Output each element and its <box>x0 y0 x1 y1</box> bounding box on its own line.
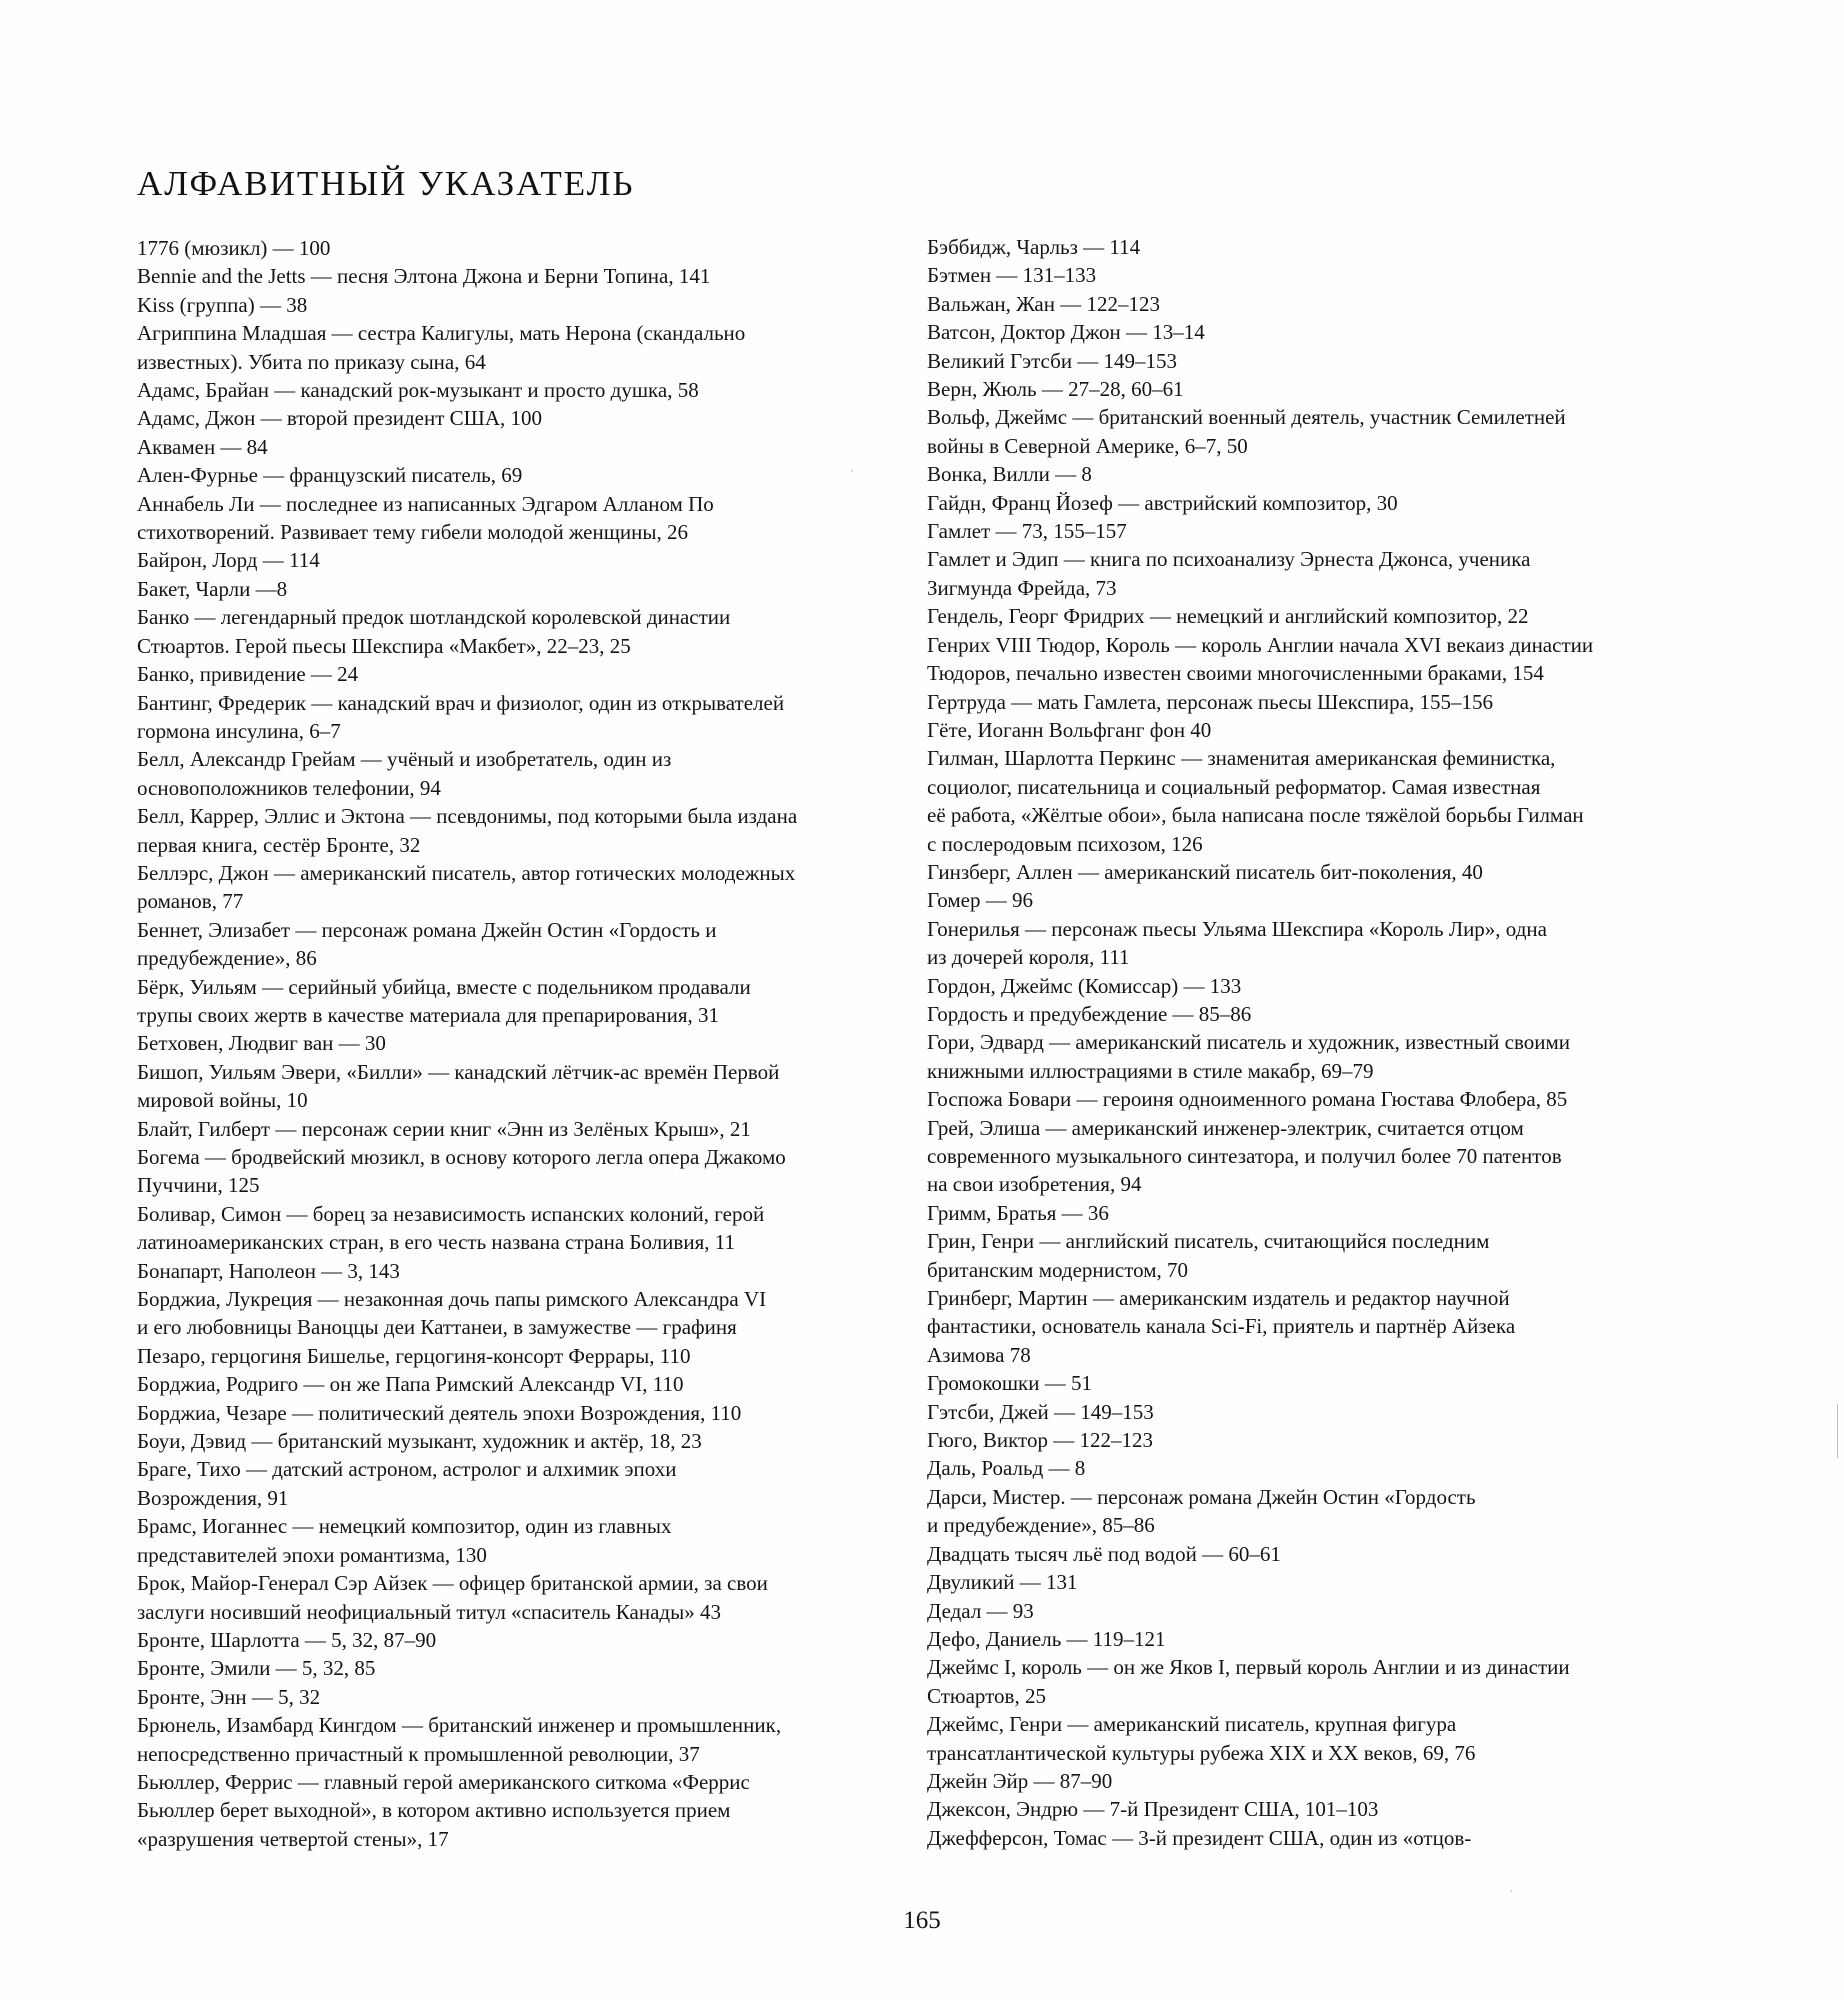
index-entry-line: Гримм, Братья — 36 <box>927 1200 1109 1225</box>
index-entry-line: латиноамериканских стран, в его честь названа страна Боливия, 11 <box>137 1230 735 1255</box>
index-entry <box>927 460 1697 488</box>
index-entry <box>927 545 1697 602</box>
index-entry-line: трансатлантической культуры рубежа XIX и XX веков, 69, 76 <box>927 1740 1476 1765</box>
index-entry <box>137 1683 907 1711</box>
index-entry <box>927 347 1697 375</box>
index-entry <box>927 1085 1697 1113</box>
index-entry-line: Агриппина Младшая — сестра Калигулы, мать Нерона (скандально <box>137 321 746 346</box>
index-entry-line: Азимова 78 <box>927 1342 1031 1367</box>
index-entry-line: её работа, «Жёлтые обои», была написана после тяжёлой борьбы Гилман <box>927 803 1584 828</box>
index-entry-line: Джеймс I, король — он же Яков I, первый король Англии и из династии <box>927 1655 1570 1680</box>
index-entry-line: Бантинг, Фредерик — канадский врач и физиолог, один из открывателей <box>137 690 785 715</box>
index-entry-line: Kiss (группа) — 38 <box>137 292 308 317</box>
index-entry-line: Бёрк, Уильям — серийный убийца, вместе с подельником продавали <box>137 974 751 999</box>
index-entry-line: Бронте, Шарлотта — 5, 32, 87–90 <box>137 1627 437 1652</box>
index-entry <box>927 886 1697 914</box>
index-entry <box>137 1654 907 1682</box>
index-entry <box>137 1512 907 1569</box>
index-entry-line: Дефо, Даниель — 119–121 <box>927 1626 1166 1651</box>
index-entry <box>137 291 907 319</box>
index-entry <box>137 1711 907 1768</box>
index-entry-line: Бэтмен — 131–133 <box>927 263 1097 288</box>
index-entry-line: Бакет, Чарли —8 <box>137 576 288 601</box>
index-entry-line: Тюдоров, печально известен своими многочисленными браками, 154 <box>927 661 1544 686</box>
index-entry <box>927 1426 1697 1454</box>
index-entry-line: Госпожа Бовари — героиня одноименного романа Гюстава Флобера, 85 <box>927 1087 1568 1112</box>
index-column-right <box>927 233 1697 1852</box>
index-entry <box>927 1625 1697 1653</box>
index-entry-line: Гэтсби, Джей — 149–153 <box>927 1399 1154 1424</box>
index-entry-line: Великий Гэтсби — 149–153 <box>927 348 1178 373</box>
index-entry <box>137 234 907 262</box>
index-entry-line: Банко, привидение — 24 <box>137 662 359 687</box>
index-entry-line: Богема — бродвейский мюзикл, в основу которого легла опера Джакомо <box>137 1145 786 1169</box>
index-entry <box>927 1795 1697 1823</box>
index-entry <box>137 859 907 916</box>
index-entry-line: фантастики, основатель канала Sci-Fi, приятель и партнёр Айзека <box>927 1314 1516 1339</box>
index-entry <box>137 262 907 290</box>
index-entry <box>927 233 1697 261</box>
index-entry-line: на свои изобретения, 94 <box>927 1172 1142 1197</box>
index-entry-line: Джефферсон, Томас — 3-й президент США, один из «отцов- <box>927 1825 1472 1850</box>
index-entry-line: Боливар, Симон — борец за независимость испанских колоний, герой <box>137 1201 765 1226</box>
index-entry <box>927 972 1697 1000</box>
index-entry-line: Гори, Эдвард — американский писатель и художник, известный своими <box>927 1030 1571 1055</box>
index-entry-line: Дедал — 93 <box>927 1598 1034 1623</box>
index-entry-line: Адамс, Брайан — канадский рок-музыкант и просто душка, 58 <box>137 378 699 403</box>
index-entry-line: современного музыкального синтезатора, и получил более 70 патентов <box>927 1144 1562 1168</box>
index-entry-line: Гёте, Иоганн Вольфганг фон 40 <box>927 717 1212 742</box>
index-entry <box>137 1455 907 1512</box>
index-entry-line: Bennie and the Jetts — песня Элтона Джона и Берни Топина, 141 <box>137 264 711 289</box>
index-entry-line: Зигмунда Фрейда, 73 <box>927 575 1117 600</box>
index-entry <box>137 1058 907 1115</box>
index-entry-line: и предубеждение», 85–86 <box>927 1513 1155 1538</box>
index-entry <box>137 319 907 376</box>
index-entry-line: Борджиа, Родриго — он же Папа Римский Александр VI, 110 <box>137 1372 684 1397</box>
index-entry <box>137 973 907 1030</box>
paper-speck <box>851 470 853 472</box>
index-entry-line: Грей, Элиша — американский инженер-электрик, считается отцом <box>927 1115 1524 1140</box>
index-entry-line: Бишоп, Уильям Эвери, «Билли» — канадский лётчик-ас времён Первой <box>137 1059 780 1084</box>
index-entry-line: Гинзберг, Аллен — американский писатель бит-поколения, 40 <box>927 859 1483 884</box>
index-entry <box>137 1768 907 1853</box>
index-entry-line: Стюартов, 25 <box>927 1683 1046 1708</box>
index-entry <box>137 1399 907 1427</box>
index-entry-line: Гордон, Джеймс (Комиссар) — 133 <box>927 973 1242 998</box>
index-entry <box>137 490 907 547</box>
index-entry <box>137 1626 907 1654</box>
index-entry <box>137 660 907 688</box>
index-entry-line: Бронте, Энн — 5, 32 <box>137 1684 321 1709</box>
index-entry <box>927 1369 1697 1397</box>
index-entry-line: основоположников телефонии, 94 <box>137 775 441 800</box>
index-entry-line: Ватсон, Доктор Джон — 13–14 <box>927 320 1205 345</box>
index-entry-line: первая книга, сестёр Бронте, 32 <box>137 832 421 857</box>
index-entry-line: Блайт, Гилберт — персонаж серии книг «Энн из Зелёных Крыш», 21 <box>137 1116 751 1141</box>
index-entry-line: Браге, Тихо — датский астроном, астролог и алхимик эпохи <box>137 1457 677 1482</box>
index-entry <box>927 688 1697 716</box>
index-entry-line: Гордость и предубеждение — 85–86 <box>927 1001 1252 1026</box>
index-entry-line: Гилман, Шарлотта Перкинс — знаменитая американская феминистка, <box>927 746 1556 771</box>
index-entry <box>927 1114 1697 1199</box>
index-entry-line: Адамс, Джон — второй президент США, 100 <box>137 406 542 431</box>
index-entry <box>927 1000 1697 1028</box>
index-entry-line: Гюго, Виктор — 122–123 <box>927 1428 1153 1453</box>
index-entry-line: Белл, Каррер, Эллис и Эктона — псевдонимы, под которыми была издана <box>137 804 798 829</box>
index-entry-line: Бьюллер берет выходной», в котором активно используется прием <box>137 1798 731 1823</box>
index-entry <box>137 376 907 404</box>
index-entry <box>137 575 907 603</box>
index-entry <box>927 716 1697 744</box>
index-entry <box>927 1454 1697 1482</box>
index-entry-line: британским модернистом, 70 <box>927 1257 1188 1282</box>
index-entry-line: Аквамен — 84 <box>137 434 268 459</box>
index-entry-line: Дарси, Мистер. — персонаж романа Джейн Остин «Гордость <box>927 1484 1476 1509</box>
index-entry <box>927 1284 1697 1369</box>
index-entry-line: Бьюллер, Феррис — главный герой американского ситкома «Феррис <box>137 1769 750 1794</box>
index-entry <box>927 858 1697 886</box>
index-entry <box>927 403 1697 460</box>
index-entry-line: Белл, Александр Грейам — учёный и изобретатель, один из <box>137 747 672 772</box>
index-entry-line: Вонка, Вилли — 8 <box>927 462 1092 487</box>
index-entry <box>927 375 1697 403</box>
index-entry-line: стихотворений. Развивает тему гибели молодой женщины, 26 <box>137 520 688 545</box>
index-entry <box>927 517 1697 545</box>
index-entry <box>137 546 907 574</box>
index-entry-line: Банко — легендарный предок шотландской королевской династии <box>137 605 731 630</box>
page-number: 165 <box>903 1907 941 1934</box>
index-entry-line: Генрих VIII Тюдор, Король — король Англии начала XVI векаиз династии <box>927 632 1594 657</box>
index-entry <box>927 1540 1697 1568</box>
index-entry-line: Стюартов. Герой пьесы Шекспира «Макбет», 22–23, 25 <box>137 633 631 658</box>
index-entry-line: «разрушения четвертой стены», 17 <box>137 1826 449 1851</box>
margin-mark <box>1837 1404 1838 1458</box>
page-title: АЛФАВИТНЫЙ УКАЗАТЕЛЬ <box>137 164 635 203</box>
index-entry-line: Возрождения, 91 <box>137 1485 289 1510</box>
index-entry-line: социолог, писательница и социальный реформатор. Самая известная <box>927 774 1541 799</box>
index-entry <box>927 744 1697 858</box>
index-entry <box>137 1370 907 1398</box>
index-entry <box>927 1398 1697 1426</box>
index-entry <box>927 1653 1697 1710</box>
index-entry-line: Гонерилья — персонаж пьесы Ульяма Шекспира «Король Лир», одна <box>927 916 1547 941</box>
index-entry-line: Гомер — 96 <box>927 888 1034 913</box>
index-entry <box>927 1710 1697 1767</box>
index-entry-line: трупы своих жертв в качестве материала для препарирования, 31 <box>137 1002 719 1027</box>
index-entry <box>927 489 1697 517</box>
index-entry-line: Бетховен, Людвиг ван — 30 <box>137 1031 386 1056</box>
index-entry <box>927 1824 1697 1852</box>
index-entry <box>137 404 907 432</box>
index-entry-line: из дочерей короля, 111 <box>927 945 1130 970</box>
index-entry-line: Ален-Фурнье — французский писатель, 69 <box>137 463 523 488</box>
index-entry-line: Вольф, Джеймс — британский военный деятель, участник Семилетней <box>927 405 1566 430</box>
index-entry <box>927 1227 1697 1284</box>
index-entry <box>137 1029 907 1057</box>
index-entry-line: Гертруда — мать Гамлета, персонаж пьесы Шекспира, 155–156 <box>927 689 1493 714</box>
index-entry-line: Боуи, Дэвид — британский музыкант, художник и актёр, 18, 23 <box>137 1429 702 1454</box>
index-entry-line: Гайдн, Франц Йозеф — австрийский композитор, 30 <box>927 490 1398 515</box>
index-entry-line: романов, 77 <box>137 889 244 914</box>
index-entry-line: Гринберг, Мартин — американским издатель и редактор научной <box>927 1286 1510 1311</box>
index-entry <box>927 602 1697 630</box>
index-entry-line: Пезаро, герцогиня Бишелье, герцогиня-консорт Феррары, 110 <box>137 1343 691 1368</box>
index-entry <box>137 689 907 746</box>
index-entry <box>137 1143 907 1200</box>
index-entry-line: Джейн Эйр — 87–90 <box>927 1768 1113 1793</box>
index-entry-line: заслуги носивший неофициальный титул «спаситель Канады» 43 <box>137 1599 721 1624</box>
index-entry <box>137 916 907 973</box>
index-entry-line: известных). Убита по приказу сына, 64 <box>137 349 486 374</box>
index-entry <box>137 745 907 802</box>
index-entry-line: Бонапарт, Наполеон — 3, 143 <box>137 1258 400 1283</box>
index-entry-line: Борджиа, Чезаре — политический деятель эпохи Возрождения, 110 <box>137 1400 742 1425</box>
index-entry-line: Громокошки — 51 <box>927 1371 1092 1396</box>
index-entry-line: с послеродовым психозом, 126 <box>927 831 1203 856</box>
index-entry <box>137 603 907 660</box>
index-entry <box>927 915 1697 972</box>
index-entry-line: Джеймс, Генри — американский писатель, крупная фигура <box>927 1712 1457 1737</box>
index-entry-line: Вальжан, Жан — 122–123 <box>927 291 1160 316</box>
index-entry <box>137 1427 907 1455</box>
index-entry-line: Беннет, Элизабет — персонаж романа Джейн Остин «Гордость и <box>137 917 717 942</box>
index-entry-line: мировой войны, 10 <box>137 1088 308 1113</box>
index-entry-line: Гамлет и Эдип — книга по психоанализу Эрнеста Джонса, ученика <box>927 547 1531 572</box>
index-entry <box>137 1115 907 1143</box>
index-entry-line: представителей эпохи романтизма, 130 <box>137 1542 487 1567</box>
index-entry <box>927 1028 1697 1085</box>
index-entry-line: Грин, Генри — английский писатель, считающийся последним <box>927 1229 1490 1254</box>
index-entry <box>137 1257 907 1285</box>
index-entry-line: Даль, Роальд — 8 <box>927 1456 1086 1481</box>
paper-speck <box>1510 1890 1512 1892</box>
index-entry <box>137 1200 907 1257</box>
index-entry <box>927 1199 1697 1227</box>
index-entry <box>137 1285 907 1370</box>
index-entry-line: Брамс, Иоганнес — немецкий композитор, один из главных <box>137 1514 672 1539</box>
index-entry <box>927 1597 1697 1625</box>
index-entry-line: гормона инсулина, 6–7 <box>137 718 341 743</box>
index-entry-line: предубеждение», 86 <box>137 946 317 971</box>
index-column-left <box>137 234 907 1853</box>
index-entry <box>927 261 1697 289</box>
index-entry <box>137 1569 907 1626</box>
index-entry-line: Борджиа, Лукреция — незаконная дочь папы римского Александра VI <box>137 1287 767 1312</box>
index-entry-line: Джексон, Эндрю — 7-й Президент США, 101–103 <box>927 1797 1379 1822</box>
index-entry-line: Байрон, Лорд — 114 <box>137 548 320 573</box>
index-entry <box>137 461 907 489</box>
index-entry-line: Брок, Майор-Генерал Сэр Айзек — офицер британской армии, за свои <box>137 1571 768 1596</box>
index-entry-line: Верн, Жюль — 27–28, 60–61 <box>927 377 1184 402</box>
index-entry-line: Пуччини, 125 <box>137 1173 260 1198</box>
index-entry-line: книжными иллюстрациями в стиле макабр, 69–79 <box>927 1058 1374 1083</box>
index-entry-line: Аннабель Ли — последнее из написанных Эдгаром Алланом По <box>137 491 714 516</box>
index-entry-line: и его любовницы Ваноццы деи Каттанеи, в замужестве — графиня <box>137 1315 737 1340</box>
index-entry-line: Гендель, Георг Фридрих — немецкий и английский композитор, 22 <box>927 604 1529 629</box>
index-entry-line: непосредственно причастный к промышленной революции, 37 <box>137 1741 700 1766</box>
index-entry-line: Двуликий — 131 <box>927 1570 1078 1595</box>
index-entry-line: Гамлет — 73, 155–157 <box>927 519 1127 544</box>
index-entry <box>927 290 1697 318</box>
index-entry <box>927 631 1697 688</box>
index-entry <box>927 1568 1697 1596</box>
index-entry-line: Бронте, Эмили — 5, 32, 85 <box>137 1656 376 1681</box>
index-entry-line: 1776 (мюзикл) — 100 <box>137 236 331 260</box>
index-entry <box>927 1767 1697 1795</box>
index-entry <box>137 802 907 859</box>
index-entry <box>137 433 907 461</box>
index-entry-line: Бэббидж, Чарльз — 114 <box>927 235 1141 259</box>
index-entry-line: Двадцать тысяч льё под водой — 60–61 <box>927 1541 1281 1566</box>
index-entry <box>927 1483 1697 1540</box>
index-entry-line: войны в Северной Америке, 6–7, 50 <box>927 433 1248 458</box>
index-entry-line: Брюнель, Изамбард Кингдом — британский инженер и промышленник, <box>137 1713 782 1738</box>
index-entry <box>927 318 1697 346</box>
index-entry-line: Беллэрс, Джон — американский писатель, автор готических молодежных <box>137 860 796 885</box>
